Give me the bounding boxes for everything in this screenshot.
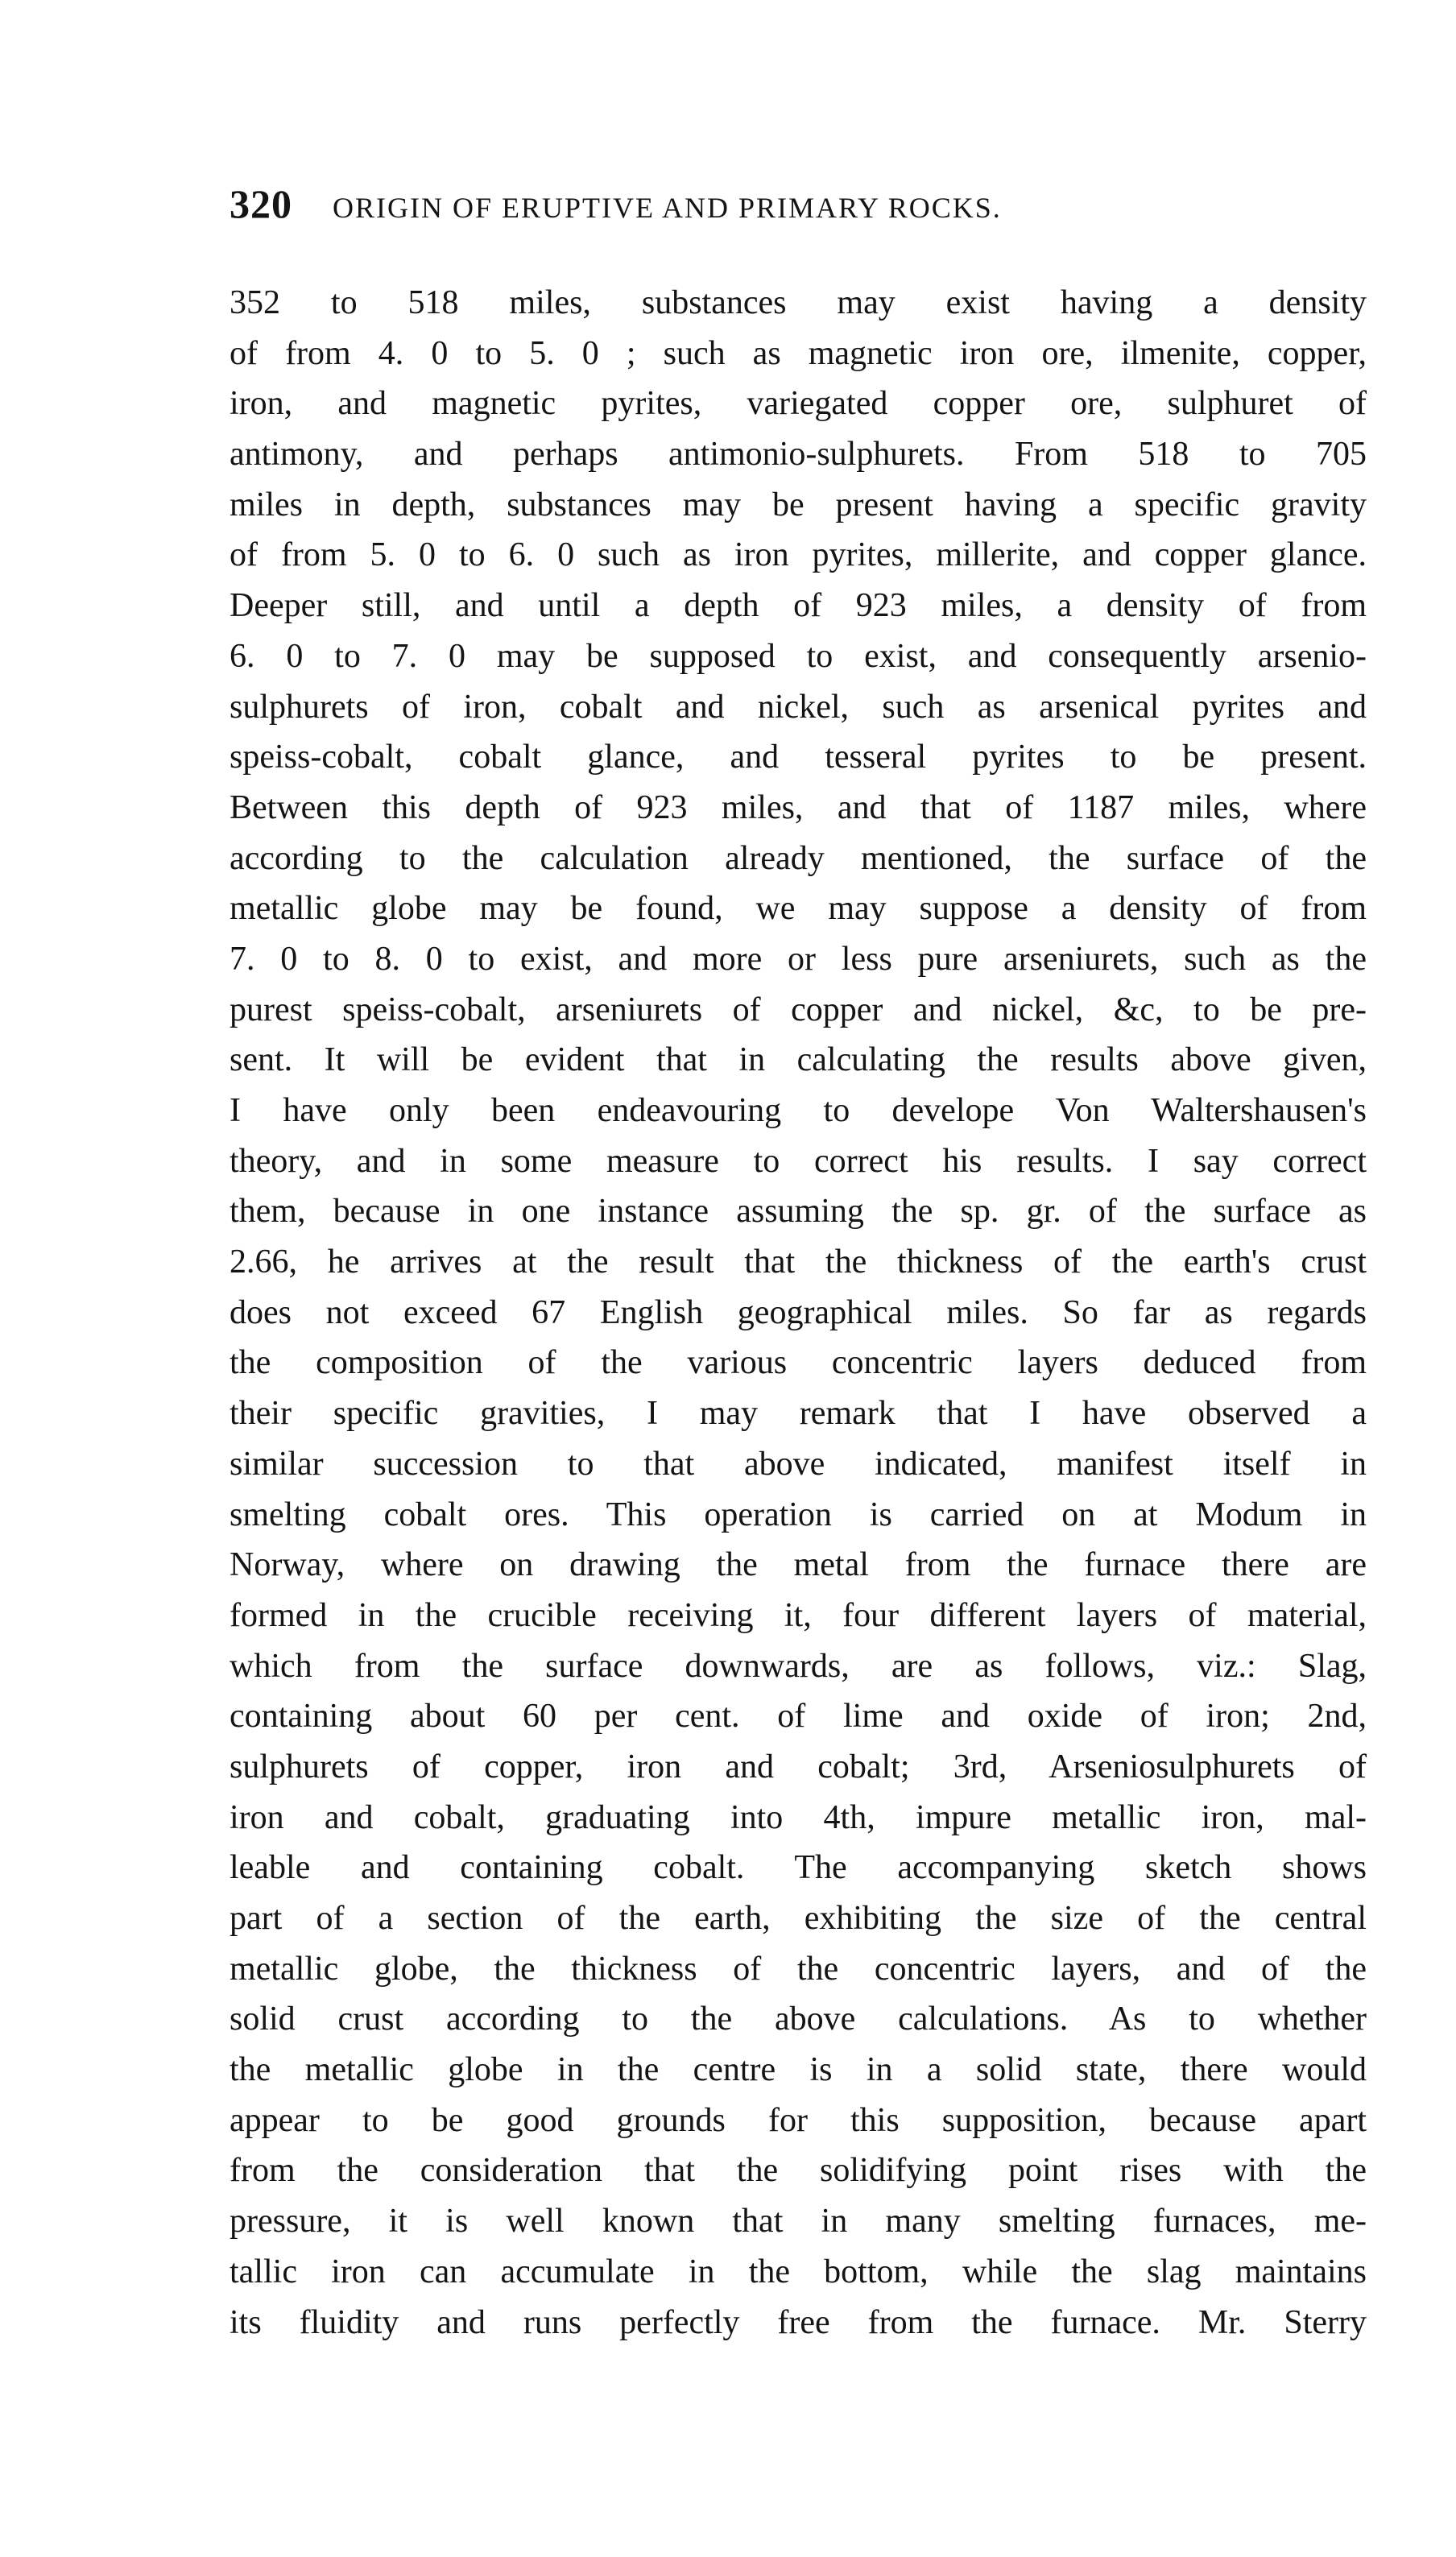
text-line: of from 5. 0 to 6. 0 such as iron pyrites, millerite, and copper glance. (230, 536, 1367, 574)
text-line: their specific gravities, I may remark that I have observed a (230, 1395, 1367, 1433)
running-head: ORIGIN OF ERUPTIVE AND PRIMARY ROCKS. (333, 192, 1002, 224)
text-line: 352 to 518 miles, substances may exist having a density (230, 284, 1367, 321)
text-line: formed in the crucible receiving it, four different layers of material, (230, 1596, 1367, 1634)
text-line: antimony, and perhaps antimonio-sulphurets. From 518 to 705 (230, 436, 1367, 474)
text-line: containing about 60 per cent. of lime and oxide of iron; 2nd, (230, 1698, 1367, 1736)
text-line: pressure, it is well known that in many smelting furnaces, me- (230, 2203, 1367, 2240)
text-line: 2.66, he arrives at the result that the thickness of the earth's crust (230, 1243, 1367, 1281)
text-line: 6. 0 to 7. 0 may be supposed to exist, and consequently arsenio- (230, 637, 1367, 675)
text-line: which from the surface downwards, are as follows, viz.: Slag, (230, 1647, 1367, 1685)
text-line: theory, and in some measure to correct his results. I say correct (230, 1142, 1367, 1180)
text-line: part of a section of the earth, exhibiting the size of the central (230, 1900, 1367, 1937)
text-line: the metallic globe in the centre is in a solid state, there would (230, 2051, 1367, 2089)
text-line: miles in depth, substances may be present having a specific gravity (230, 486, 1367, 523)
text-line: the composition of the various concentric layers deduced from (230, 1344, 1367, 1382)
text-line: smelting cobalt ores. This operation is carried on at Modum in (230, 1496, 1367, 1533)
text-line: speiss-cobalt, cobalt glance, and tesseral pyrites to be present. (230, 739, 1367, 776)
text-line: purest speiss-cobalt, arseniurets of copper and nickel, &c, to be pre- (230, 991, 1367, 1028)
text-line: according to the calculation already mentioned, the surface of the (230, 839, 1367, 877)
text-line: Norway, where on drawing the metal from the furnace there are (230, 1546, 1367, 1584)
page-header (230, 180, 1367, 237)
text-line: metallic globe may be found, we may suppose a density of from (230, 890, 1367, 928)
text-line: its fluidity and runs perfectly free from the furnace. Mr. Sterry (230, 2303, 1367, 2341)
text-line: Deeper still, and until a depth of 923 miles, a density of from (230, 587, 1367, 625)
text-line: similar succession to that above indicated, manifest itself in (230, 1445, 1367, 1483)
page-number: 320 (230, 181, 292, 226)
text-line: sulphurets of iron, cobalt and nickel, such as arsenical pyrites and (230, 688, 1367, 726)
text-line: iron and cobalt, graduating into 4th, impure metallic iron, mal- (230, 1798, 1367, 1836)
text-line: Between this depth of 923 miles, and that of 1187 miles, where (230, 788, 1367, 826)
text-line: 7. 0 to 8. 0 to exist, and more or less pure arseniurets, such as the (230, 940, 1367, 978)
text-line: solid crust according to the above calculations. As to whether (230, 2001, 1367, 2038)
text-line: sent. It will be evident that in calculating the results above given, (230, 1041, 1367, 1079)
body-text (230, 278, 1367, 2348)
text-line: does not exceed 67 English geographical miles. So far as regards (230, 1293, 1367, 1331)
text-line: tallic iron can accumulate in the bottom, while the slag maintains (230, 2253, 1367, 2290)
text-line: them, because in one instance assuming the sp. gr. of the surface as (230, 1193, 1367, 1231)
text-line: of from 4. 0 to 5. 0 ; such as magnetic iron ore, ilmenite, copper, (230, 334, 1367, 372)
text-line: leable and containing cobalt. The accompanying sketch shows (230, 1849, 1367, 1887)
text-line: from the consideration that the solidifying point rises with the (230, 2152, 1367, 2190)
text-line: I have only been endeavouring to develope Von Waltershausen's (230, 1092, 1367, 1129)
text-line: metallic globe, the thickness of the concentric layers, and of the (230, 1950, 1367, 1988)
text-line: iron, and magnetic pyrites, variegated copper ore, sulphuret of (230, 385, 1367, 423)
text-line: appear to be good grounds for this supposition, because apart (230, 2101, 1367, 2139)
text-line: sulphurets of copper, iron and cobalt; 3rd, Arseniosulphurets of (230, 1748, 1367, 1785)
